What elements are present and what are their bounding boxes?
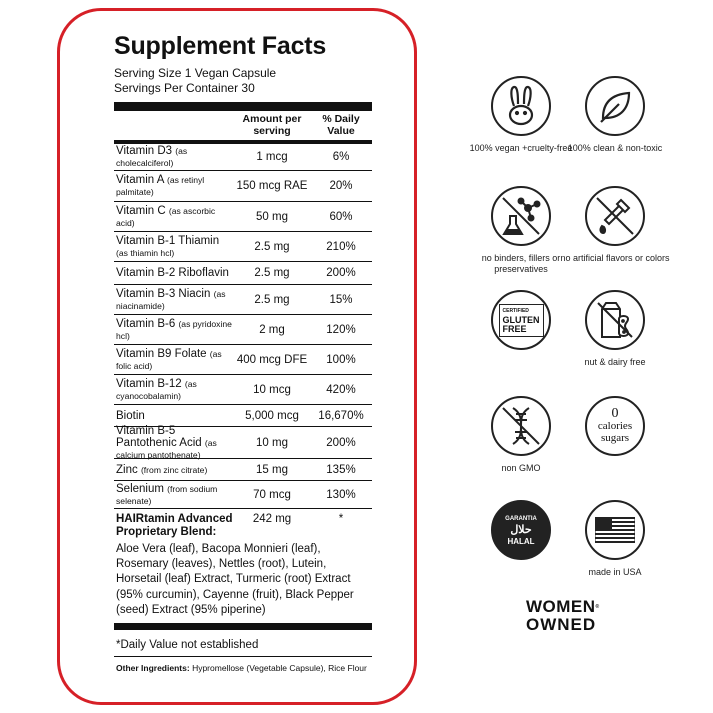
badge-clean bbox=[560, 76, 670, 154]
gf-free: FREE bbox=[502, 323, 527, 334]
nutrient-row bbox=[114, 262, 372, 285]
nutrient-name bbox=[114, 174, 234, 198]
women-word: WOMEN bbox=[526, 597, 596, 616]
flask-crossed-icon bbox=[491, 186, 551, 246]
nutrient-label: Selenium bbox=[116, 482, 164, 495]
nutrient-amount: 15 mg bbox=[256, 463, 288, 476]
dv-footnote: *Daily Value not established bbox=[116, 639, 259, 652]
nutrient-amount: 2.5 mg bbox=[254, 267, 290, 279]
women-owned-logo bbox=[526, 598, 626, 634]
nutrient-name bbox=[114, 464, 234, 476]
nutrient-row bbox=[114, 144, 372, 171]
nutrient-source: (as folic acid) bbox=[116, 348, 222, 371]
dna-crossed-icon bbox=[491, 396, 551, 456]
halal-seal-top: GARANTIA bbox=[505, 515, 537, 522]
divider-thick bbox=[114, 102, 372, 111]
nutrient-dv: 120% bbox=[326, 323, 356, 336]
nut-dairy-caption: nut & dairy free bbox=[584, 357, 646, 367]
nutrient-source: (as pyridoxine hcl) bbox=[116, 318, 232, 341]
nutrient-dv: 16,670% bbox=[318, 409, 364, 422]
badge-usa bbox=[560, 500, 670, 578]
usa-caption: made in USA bbox=[588, 567, 642, 577]
nutrient-name bbox=[114, 145, 234, 169]
nutrient-source: (as niacinamide) bbox=[116, 288, 226, 311]
nutrient-name bbox=[114, 205, 234, 229]
nutrient-dv: 210% bbox=[326, 240, 356, 253]
nutrient-source: (as cyanocobalamin) bbox=[116, 378, 197, 401]
other-ingredients bbox=[114, 657, 372, 673]
nutrient-amount: 150 mcg RAE bbox=[236, 180, 308, 192]
badge-no-artificial bbox=[560, 186, 670, 264]
amount-header: Amount per serving bbox=[242, 113, 302, 137]
milk-nut-crossed-icon bbox=[585, 290, 645, 350]
nutrient-source: (as calcium pantothenate) bbox=[116, 437, 217, 460]
other-ingredients-label: Other Ingredients: bbox=[116, 663, 190, 674]
nutrient-label: Vitamin C bbox=[116, 204, 166, 217]
nutrient-row bbox=[114, 459, 372, 481]
nutrient-row bbox=[114, 202, 372, 232]
non-gmo-caption: non GMO bbox=[501, 463, 541, 473]
nutrient-name bbox=[114, 235, 234, 259]
nutrient-amount: 2.5 mg bbox=[254, 240, 290, 253]
nutrient-dv: 60% bbox=[329, 210, 353, 223]
nutrient-amount: 10 mcg bbox=[253, 383, 291, 396]
nutrient-label: Vitamin B-6 bbox=[116, 317, 176, 330]
nutrient-source: (as retinyl palmitate) bbox=[116, 175, 205, 197]
nutrient-amount: 5,000 mcg bbox=[245, 409, 299, 422]
nutrient-name bbox=[114, 318, 234, 342]
vegan-caption: 100% vegan +cruelty-free bbox=[469, 143, 573, 153]
nutrient-label: Vitamin B-3 Niacin bbox=[116, 287, 211, 300]
nutrient-source: (as cholecalciferol) bbox=[116, 146, 188, 168]
gf-certified: CERTIFIED bbox=[502, 307, 529, 314]
halal-seal-icon: GARANTIA حلال HALAL bbox=[491, 500, 551, 560]
serving-size: Serving Size 1 Vegan Capsule bbox=[114, 66, 277, 80]
sugars-word: sugars bbox=[600, 432, 630, 444]
nutrient-dv: 200% bbox=[326, 436, 356, 449]
nutrient-label: Vitamin D3 bbox=[116, 145, 173, 157]
badge-nut-dairy bbox=[560, 290, 670, 368]
us-flag-icon bbox=[585, 500, 645, 560]
badge-zero-calories bbox=[560, 396, 670, 456]
nutrient-label: Biotin bbox=[116, 409, 145, 422]
leaf-icon bbox=[585, 76, 645, 136]
nutrient-dv: 15% bbox=[329, 293, 353, 306]
nutrient-label: Zinc bbox=[116, 463, 138, 476]
women-owned-reg: ® bbox=[595, 604, 600, 610]
calories-word: calories bbox=[597, 420, 633, 432]
nutrient-amount: 1 mcg bbox=[256, 151, 288, 163]
nutrient-amount: 10 mg bbox=[256, 436, 288, 449]
servings-per-container: Servings Per Container 30 bbox=[114, 81, 255, 95]
column-header bbox=[114, 111, 372, 140]
nutrient-row bbox=[114, 171, 372, 202]
nutrient-amount: 400 mcg DFE bbox=[236, 353, 308, 366]
blend-row bbox=[114, 509, 372, 539]
nutrient-name bbox=[114, 348, 234, 372]
clean-caption: 100% clean & non-toxic bbox=[567, 143, 663, 153]
bunny-icon bbox=[491, 76, 551, 136]
blend-name: HAIRtamin Advanced Proprietary Blend: bbox=[116, 513, 233, 538]
nutrient-label: Vitamin B-2 Riboflavin bbox=[116, 267, 229, 279]
supplement-facts-panel bbox=[114, 31, 372, 673]
nutrient-name bbox=[114, 483, 234, 507]
nutrient-amount: 2 mg bbox=[259, 323, 285, 336]
nutrient-rows bbox=[114, 144, 372, 509]
nutrient-source: (as ascorbic acid) bbox=[116, 205, 216, 228]
nutrient-source: (from zinc citrate) bbox=[140, 464, 208, 475]
nutrient-row bbox=[114, 315, 372, 345]
divider-bottom bbox=[114, 623, 372, 630]
owned-word: OWNED bbox=[526, 615, 597, 634]
blend-amount: 242 mg bbox=[252, 513, 292, 525]
nutrient-dv: 420% bbox=[326, 383, 356, 396]
nutrient-name bbox=[114, 288, 234, 312]
no-binders-caption: no binders, fillers or preservatives bbox=[481, 253, 561, 274]
nutrient-dv: 200% bbox=[326, 267, 356, 279]
nutrient-row bbox=[114, 345, 372, 375]
nutrient-dv: 6% bbox=[332, 151, 350, 163]
nutrient-row bbox=[114, 375, 372, 405]
facts-title: Supplement Facts bbox=[114, 32, 327, 60]
nutrient-label: Vitamin B9 Folate bbox=[116, 347, 207, 360]
nutrient-row bbox=[114, 424, 372, 460]
other-ingredients-value: Hypromellose (Vegetable Capsule), Rice Flour bbox=[192, 663, 367, 674]
nutrient-amount: 2.5 mg bbox=[254, 293, 290, 306]
halal-seal-mid: HALAL bbox=[507, 536, 535, 546]
nutrient-name bbox=[114, 410, 234, 422]
dv-header: % Daily Value bbox=[322, 113, 360, 137]
gluten-free-icon bbox=[491, 290, 551, 350]
blend-ingredients: Aloe Vera (leaf), Bacopa Monnieri (leaf), Rosemary (leaves), Nettles (root), Lutein, Horsetail (leaf) Extract, Turmeric (root) Extract (95% curcumin), Cayenne (fruit), Black Pepper (seed) Extract (95% piperine) bbox=[116, 543, 354, 616]
nutrient-name bbox=[114, 378, 234, 402]
dropper-crossed-icon bbox=[585, 186, 645, 246]
gf-gluten: GLUTEN bbox=[502, 314, 540, 325]
nutrient-dv: 130% bbox=[326, 488, 356, 501]
zero-calories-icon bbox=[585, 396, 645, 456]
nutrient-name bbox=[114, 425, 234, 461]
nutrient-dv: 135% bbox=[326, 463, 356, 476]
nutrient-label: Vitamin A bbox=[116, 174, 164, 186]
supplement-label-card bbox=[57, 8, 417, 705]
nutrient-dv: 100% bbox=[326, 353, 356, 366]
zero-number: 0 bbox=[611, 406, 619, 421]
nutrient-name bbox=[114, 267, 234, 279]
nutrient-dv: 20% bbox=[329, 180, 353, 192]
nutrient-amount: 70 mcg bbox=[253, 488, 291, 501]
nutrient-label: Vitamin B-12 bbox=[116, 377, 182, 390]
nutrient-row bbox=[114, 232, 372, 262]
nutrient-label: Vitamin B-5 Pantothenic Acid bbox=[116, 424, 202, 449]
no-artificial-caption: no artificial flavors or colors bbox=[560, 253, 670, 263]
nutrient-amount: 50 mg bbox=[256, 210, 288, 223]
nutrient-row bbox=[114, 481, 372, 509]
nutrient-source: (as thiamin hcl) bbox=[116, 247, 175, 258]
nutrient-label: Vitamin B-1 Thiamin bbox=[116, 234, 220, 247]
nutrient-source: (from sodium selenate) bbox=[116, 483, 218, 506]
blend-dv: * bbox=[338, 513, 344, 525]
nutrient-row bbox=[114, 285, 372, 315]
